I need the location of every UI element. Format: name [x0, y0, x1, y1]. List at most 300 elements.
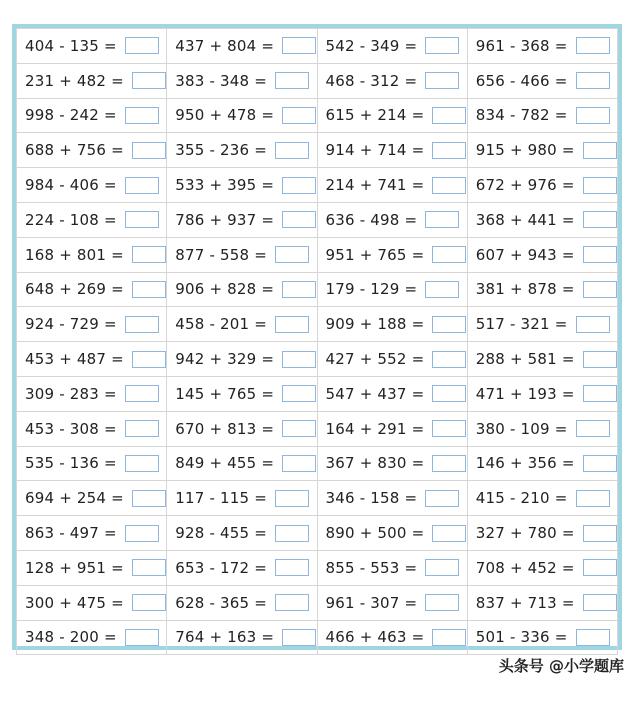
problem-cell — [17, 481, 167, 516]
problem-cell — [317, 168, 467, 203]
problem-cell — [317, 585, 467, 620]
problem-expression: 890 + 500 = — [325, 524, 425, 543]
problem-cell-content — [167, 586, 316, 620]
answer-box[interactable] — [132, 246, 166, 263]
answer-box[interactable] — [425, 490, 459, 507]
answer-box[interactable] — [425, 559, 459, 576]
answer-box[interactable] — [275, 246, 309, 263]
answer-box[interactable] — [282, 281, 316, 298]
problem-cell-content — [318, 64, 467, 98]
problem-cell — [17, 98, 167, 133]
answer-box[interactable] — [282, 455, 316, 472]
problem-cell — [467, 516, 617, 551]
problem-expression: 368 + 441 = — [475, 210, 575, 229]
problem-grid-body — [17, 29, 618, 655]
answer-box[interactable] — [125, 211, 159, 228]
problem-cell — [467, 585, 617, 620]
problem-cell — [17, 29, 167, 64]
problem-expression: 288 + 581 = — [475, 350, 575, 369]
problem-expression: 653 - 172 = — [175, 558, 267, 577]
answer-box[interactable] — [125, 525, 159, 542]
problem-row — [17, 168, 618, 203]
answer-box[interactable] — [583, 559, 617, 576]
answer-box[interactable] — [576, 107, 610, 124]
problem-cell — [317, 342, 467, 377]
problem-cell-content — [17, 273, 166, 307]
problem-cell-content — [468, 64, 617, 98]
problem-cell — [467, 168, 617, 203]
problem-cell — [17, 550, 167, 585]
problem-expression: 471 + 193 = — [475, 384, 575, 403]
problem-expression: 168 + 801 = — [25, 245, 124, 264]
problem-expression: 914 + 714 = — [325, 141, 425, 160]
problem-cell — [317, 550, 467, 585]
problem-cell-content — [17, 133, 166, 167]
answer-box[interactable] — [432, 629, 466, 646]
problem-cell-content — [167, 99, 316, 133]
problem-expression: 327 + 780 = — [475, 524, 575, 543]
problem-cell-content — [318, 481, 467, 515]
problem-cell — [467, 237, 617, 272]
problem-row — [17, 481, 618, 516]
problem-cell-content — [318, 447, 467, 481]
problem-expression: 786 + 937 = — [175, 210, 275, 229]
answer-box[interactable] — [576, 490, 610, 507]
problem-expression: 849 + 455 = — [175, 454, 275, 473]
answer-box[interactable] — [432, 177, 466, 194]
problem-expression: 628 - 365 = — [175, 593, 267, 612]
answer-box[interactable] — [132, 351, 166, 368]
problem-expression: 117 - 115 = — [175, 489, 267, 508]
problem-cell-content — [468, 273, 617, 307]
problem-cell — [167, 307, 317, 342]
problem-cell — [467, 411, 617, 446]
problem-cell-content — [167, 29, 316, 63]
problem-expression: 656 - 466 = — [475, 71, 568, 90]
answer-box[interactable] — [576, 316, 610, 333]
answer-box[interactable] — [282, 177, 316, 194]
answer-box[interactable] — [125, 37, 159, 54]
problem-row — [17, 376, 618, 411]
answer-box[interactable] — [425, 594, 459, 611]
problem-row — [17, 237, 618, 272]
answer-box[interactable] — [583, 142, 617, 159]
answer-box[interactable] — [576, 629, 610, 646]
problem-row — [17, 550, 618, 585]
answer-box[interactable] — [583, 211, 617, 228]
problem-expression: 984 - 406 = — [25, 176, 117, 195]
problem-cell — [467, 481, 617, 516]
problem-cell — [167, 516, 317, 551]
problem-cell — [467, 98, 617, 133]
problem-cell-content — [17, 551, 166, 585]
problem-cell — [317, 63, 467, 98]
problem-cell-content — [318, 168, 467, 202]
answer-box[interactable] — [132, 490, 166, 507]
problem-cell-content — [318, 621, 467, 655]
problem-cell — [467, 307, 617, 342]
problem-cell — [467, 620, 617, 655]
problem-cell-content — [17, 377, 166, 411]
problem-cell-content — [167, 168, 316, 202]
answer-box[interactable] — [275, 316, 309, 333]
problem-row — [17, 202, 618, 237]
worksheet-frame — [12, 24, 622, 650]
answer-box[interactable] — [282, 629, 316, 646]
answer-box[interactable] — [432, 351, 466, 368]
problem-cell — [317, 446, 467, 481]
problem-expression: 348 - 200 = — [25, 628, 117, 647]
problem-cell-content — [167, 238, 316, 272]
answer-box[interactable] — [432, 142, 466, 159]
problem-cell-content — [318, 412, 467, 446]
problem-cell-content — [468, 447, 617, 481]
answer-box[interactable] — [425, 211, 459, 228]
problem-expression: 380 - 109 = — [475, 419, 568, 438]
answer-box[interactable] — [432, 420, 466, 437]
problem-cell-content — [318, 586, 467, 620]
problem-cell — [17, 63, 167, 98]
problem-cell — [167, 376, 317, 411]
problem-expression: 924 - 729 = — [25, 315, 117, 334]
problem-cell — [317, 620, 467, 655]
answer-box[interactable] — [132, 72, 166, 89]
problem-cell — [467, 272, 617, 307]
answer-box[interactable] — [125, 316, 159, 333]
problem-expression: 928 - 455 = — [175, 524, 267, 543]
problem-row — [17, 516, 618, 551]
problem-expression: 648 + 269 = — [25, 280, 124, 299]
problem-cell-content — [318, 273, 467, 307]
problem-expression: 453 + 487 = — [25, 350, 124, 369]
problem-cell-content — [167, 516, 316, 550]
problem-expression: 636 - 498 = — [325, 210, 418, 229]
answer-box[interactable] — [275, 559, 309, 576]
problem-expression: 950 + 478 = — [175, 106, 275, 125]
problem-cell — [167, 481, 317, 516]
problem-cell-content — [167, 447, 316, 481]
answer-box[interactable] — [425, 37, 459, 54]
answer-box[interactable] — [583, 594, 617, 611]
problem-expression: 535 - 136 = — [25, 454, 117, 473]
problem-expression: 164 + 291 = — [325, 419, 425, 438]
problem-cell — [317, 133, 467, 168]
problem-cell — [17, 272, 167, 307]
problem-cell-content — [17, 29, 166, 63]
problem-expression: 834 - 782 = — [475, 106, 568, 125]
problem-row — [17, 98, 618, 133]
problem-cell — [467, 376, 617, 411]
problem-cell — [317, 272, 467, 307]
problem-cell — [167, 168, 317, 203]
answer-box[interactable] — [583, 455, 617, 472]
problem-expression: 309 - 283 = — [25, 384, 117, 403]
problem-cell-content — [468, 307, 617, 341]
problem-cell-content — [17, 342, 166, 376]
problem-expression: 355 - 236 = — [175, 141, 267, 160]
problem-expression: 231 + 482 = — [25, 71, 124, 90]
problem-cell-content — [167, 307, 316, 341]
problem-cell-content — [17, 516, 166, 550]
problem-grid — [16, 28, 618, 655]
problem-cell-content — [17, 412, 166, 446]
problem-row — [17, 63, 618, 98]
problem-cell-content — [468, 203, 617, 237]
answer-box[interactable] — [275, 490, 309, 507]
answer-box[interactable] — [432, 525, 466, 542]
problem-expression: 670 + 813 = — [175, 419, 275, 438]
answer-box[interactable] — [125, 385, 159, 402]
problem-cell-content — [167, 64, 316, 98]
problem-expression: 346 - 158 = — [325, 489, 418, 508]
answer-box[interactable] — [282, 37, 316, 54]
problem-cell — [17, 585, 167, 620]
problem-cell-content — [318, 133, 467, 167]
problem-cell-content — [167, 551, 316, 585]
problem-expression: 437 + 804 = — [175, 36, 275, 55]
problem-cell-content — [468, 586, 617, 620]
problem-expression: 915 + 980 = — [475, 141, 575, 160]
problem-row — [17, 29, 618, 64]
problem-cell — [17, 620, 167, 655]
problem-cell — [167, 620, 317, 655]
answer-box[interactable] — [432, 316, 466, 333]
problem-cell — [317, 411, 467, 446]
answer-box[interactable] — [432, 455, 466, 472]
problem-cell — [167, 446, 317, 481]
problem-cell — [167, 550, 317, 585]
answer-box[interactable] — [425, 72, 459, 89]
problem-cell — [317, 98, 467, 133]
answer-box[interactable] — [583, 281, 617, 298]
problem-cell-content — [318, 203, 467, 237]
problem-row — [17, 272, 618, 307]
problem-cell-content — [318, 29, 467, 63]
problem-cell-content — [468, 29, 617, 63]
problem-expression: 764 + 163 = — [175, 628, 275, 647]
problem-cell — [317, 29, 467, 64]
problem-cell-content — [167, 273, 316, 307]
problem-cell-content — [167, 412, 316, 446]
problem-cell-content — [318, 99, 467, 133]
problem-expression: 415 - 210 = — [475, 489, 568, 508]
problem-cell — [17, 411, 167, 446]
problem-cell — [467, 63, 617, 98]
problem-cell — [167, 133, 317, 168]
problem-cell-content — [17, 481, 166, 515]
problem-cell-content — [17, 307, 166, 341]
problem-row — [17, 342, 618, 377]
watermark: 头条号 @小学题库 — [498, 657, 624, 675]
problem-cell — [167, 272, 317, 307]
problem-cell — [167, 342, 317, 377]
problem-cell-content — [468, 481, 617, 515]
problem-expression: 501 - 336 = — [475, 628, 568, 647]
problem-expression: 146 + 356 = — [475, 454, 575, 473]
problem-row — [17, 133, 618, 168]
problem-expression: 367 + 830 = — [325, 454, 425, 473]
problem-cell — [467, 446, 617, 481]
answer-box[interactable] — [432, 246, 466, 263]
answer-box[interactable] — [583, 246, 617, 263]
answer-box[interactable] — [125, 107, 159, 124]
problem-cell — [167, 202, 317, 237]
problem-cell-content — [167, 621, 316, 655]
answer-box[interactable] — [282, 351, 316, 368]
answer-box[interactable] — [576, 420, 610, 437]
problem-expression: 607 + 943 = — [475, 245, 575, 264]
problem-cell-content — [318, 342, 467, 376]
answer-box[interactable] — [275, 525, 309, 542]
answer-box[interactable] — [282, 420, 316, 437]
problem-cell-content — [17, 621, 166, 655]
answer-box[interactable] — [125, 177, 159, 194]
problem-expression: 224 - 108 = — [25, 210, 117, 229]
problem-cell — [467, 133, 617, 168]
problem-row — [17, 585, 618, 620]
problem-expression: 961 - 368 = — [475, 36, 568, 55]
answer-box[interactable] — [576, 72, 610, 89]
problem-expression: 404 - 135 = — [25, 36, 117, 55]
problem-expression: 688 + 756 = — [25, 141, 124, 160]
problem-expression: 381 + 878 = — [475, 280, 575, 299]
problem-cell-content — [318, 377, 467, 411]
problem-cell-content — [17, 238, 166, 272]
answer-box[interactable] — [282, 107, 316, 124]
problem-cell-content — [468, 99, 617, 133]
problem-expression: 951 + 765 = — [325, 245, 425, 264]
answer-box[interactable] — [132, 594, 166, 611]
answer-box[interactable] — [282, 211, 316, 228]
problem-cell-content — [17, 64, 166, 98]
problem-expression: 961 - 307 = — [325, 593, 418, 612]
problem-cell — [17, 168, 167, 203]
problem-expression: 708 + 452 = — [475, 558, 575, 577]
problem-expression: 468 - 312 = — [325, 71, 418, 90]
answer-box[interactable] — [432, 107, 466, 124]
answer-box[interactable] — [275, 594, 309, 611]
problem-expression: 877 - 558 = — [175, 245, 267, 264]
problem-cell — [317, 307, 467, 342]
problem-cell — [317, 202, 467, 237]
problem-cell-content — [318, 307, 467, 341]
problem-expression: 942 + 329 = — [175, 350, 275, 369]
problem-cell-content — [468, 516, 617, 550]
answer-box[interactable] — [576, 37, 610, 54]
problem-expression: 466 + 463 = — [325, 628, 425, 647]
problem-cell — [167, 585, 317, 620]
problem-cell-content — [468, 133, 617, 167]
problem-cell — [317, 481, 467, 516]
answer-box[interactable] — [132, 142, 166, 159]
problem-row — [17, 446, 618, 481]
problem-cell-content — [468, 342, 617, 376]
answer-box[interactable] — [583, 525, 617, 542]
problem-expression: 694 + 254 = — [25, 489, 124, 508]
answer-box[interactable] — [125, 629, 159, 646]
problem-expression: 427 + 552 = — [325, 350, 425, 369]
problem-cell-content — [468, 377, 617, 411]
problem-expression: 458 - 201 = — [175, 315, 267, 334]
answer-box[interactable] — [125, 455, 159, 472]
problem-expression: 909 + 188 = — [325, 315, 425, 334]
answer-box[interactable] — [275, 72, 309, 89]
problem-expression: 533 + 395 = — [175, 176, 275, 195]
problem-cell-content — [167, 203, 316, 237]
problem-row — [17, 620, 618, 655]
answer-box[interactable] — [432, 385, 466, 402]
problem-expression: 547 + 437 = — [325, 384, 425, 403]
problem-cell — [167, 63, 317, 98]
answer-box[interactable] — [282, 385, 316, 402]
answer-box[interactable] — [583, 385, 617, 402]
problem-cell-content — [468, 238, 617, 272]
problem-cell-content — [318, 516, 467, 550]
problem-row — [17, 411, 618, 446]
problem-cell — [17, 516, 167, 551]
problem-cell-content — [318, 238, 467, 272]
problem-expression: 837 + 713 = — [475, 593, 575, 612]
problem-cell — [17, 342, 167, 377]
answer-box[interactable] — [583, 177, 617, 194]
problem-cell — [17, 202, 167, 237]
problem-cell — [17, 307, 167, 342]
problem-expression: 300 + 475 = — [25, 593, 124, 612]
problem-cell-content — [167, 377, 316, 411]
problem-cell — [17, 446, 167, 481]
answer-box[interactable] — [125, 420, 159, 437]
problem-row — [17, 307, 618, 342]
problem-cell-content — [17, 99, 166, 133]
problem-expression: 672 + 976 = — [475, 176, 575, 195]
problem-expression: 542 - 349 = — [325, 36, 418, 55]
problem-cell-content — [167, 133, 316, 167]
problem-cell-content — [17, 203, 166, 237]
problem-cell — [167, 98, 317, 133]
problem-cell — [467, 550, 617, 585]
problem-cell-content — [17, 168, 166, 202]
problem-expression: 145 + 765 = — [175, 384, 275, 403]
problem-cell-content — [17, 447, 166, 481]
problem-cell-content — [167, 481, 316, 515]
problem-cell — [467, 29, 617, 64]
problem-cell — [17, 237, 167, 272]
problem-cell — [167, 237, 317, 272]
problem-cell — [167, 29, 317, 64]
answer-box[interactable] — [425, 281, 459, 298]
problem-cell-content — [468, 168, 617, 202]
problem-cell — [317, 237, 467, 272]
problem-cell-content — [468, 621, 617, 655]
answer-box[interactable] — [583, 351, 617, 368]
problem-expression: 383 - 348 = — [175, 71, 267, 90]
problem-cell — [467, 342, 617, 377]
problem-cell-content — [17, 586, 166, 620]
problem-expression: 128 + 951 = — [25, 558, 124, 577]
problem-cell-content — [468, 412, 617, 446]
problem-expression: 453 - 308 = — [25, 419, 117, 438]
problem-cell — [317, 376, 467, 411]
problem-expression: 179 - 129 = — [325, 280, 418, 299]
problem-expression: 214 + 741 = — [325, 176, 425, 195]
problem-expression: 615 + 214 = — [325, 106, 425, 125]
answer-box[interactable] — [132, 559, 166, 576]
problem-expression: 863 - 497 = — [25, 524, 117, 543]
problem-cell — [467, 202, 617, 237]
answer-box[interactable] — [132, 281, 166, 298]
problem-expression: 998 - 242 = — [25, 106, 117, 125]
answer-box[interactable] — [275, 142, 309, 159]
